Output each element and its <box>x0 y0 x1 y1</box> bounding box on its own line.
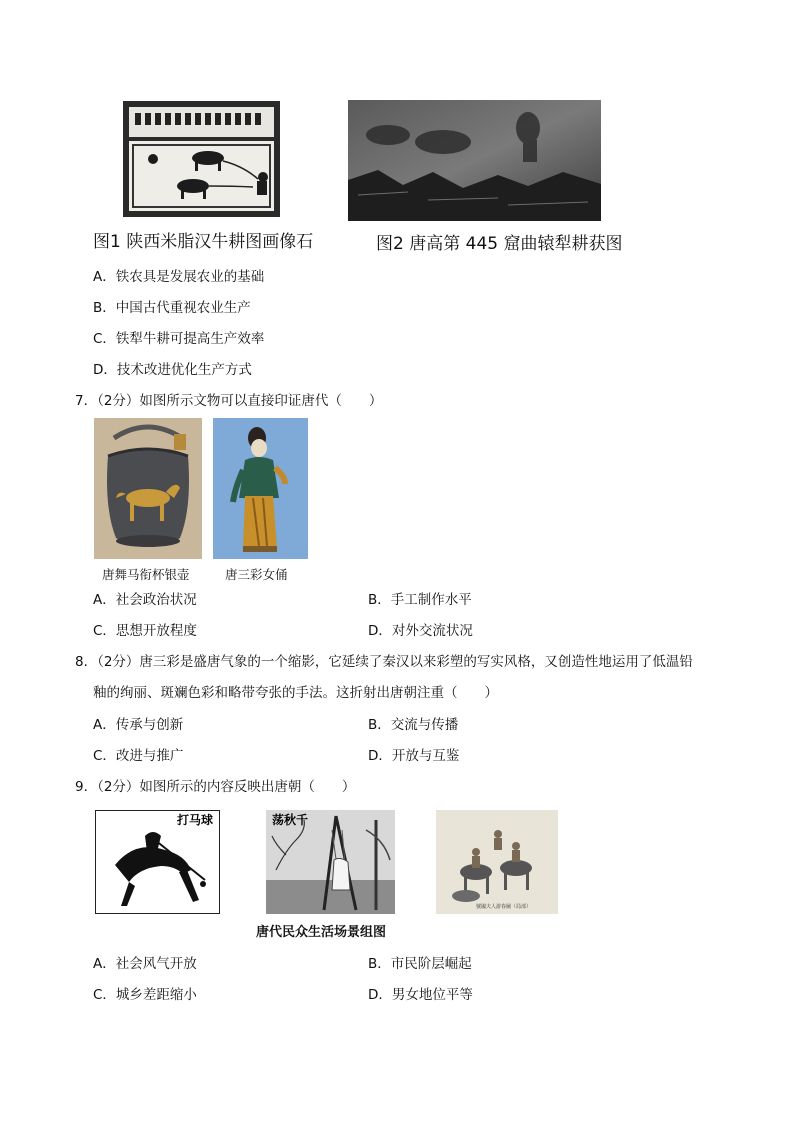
q8-stem-line-1: 8．（2分）唐三彩是盛唐气象的一个缩影，它延续了秦汉以来彩塑的写实风格，又创造性地运用了低温铅 <box>75 654 693 670</box>
q7-stem: 7．（2分）如图所示文物可以直接印证唐代（ ） <box>75 393 383 409</box>
silver-pot-caption: 唐舞马衔杯银壶 <box>102 567 190 582</box>
figure-1-caption: 图1 陕西米脂汉牛耕图画像石 <box>93 232 314 252</box>
q8-stem-line-2: 釉的绚丽、斑斓色彩和略带夸张的手法。这折射出唐朝注重（ ） <box>93 685 498 701</box>
figure-2-caption: 图2 唐高第 445 窟曲辕犁耕获图 <box>376 234 623 254</box>
q8-option-c[interactable]: C．改进与推广 <box>93 748 184 764</box>
q7-option-b[interactable]: B．手工制作水平 <box>368 592 472 608</box>
q8-option-b[interactable]: B．交流与传播 <box>368 717 459 733</box>
swing-image <box>266 810 395 914</box>
q6-option-a[interactable]: A．铁农具是发展农业的基础 <box>93 269 265 285</box>
spring-outing-painting-image <box>436 810 558 914</box>
figurine-caption: 唐三彩女俑 <box>225 567 288 582</box>
tang-curved-plow-mural-image <box>348 100 601 221</box>
q6-option-c[interactable]: C．铁犁牛耕可提高生产效率 <box>93 331 265 347</box>
q9-group-caption: 唐代民众生活场景组图 <box>256 925 387 940</box>
q7-option-a[interactable]: A．社会政治状况 <box>93 592 197 608</box>
q6-option-d[interactable]: D．技术改进优化生产方式 <box>93 362 252 378</box>
tang-sancai-female-figurine-image <box>213 418 308 559</box>
q6-option-b[interactable]: B．中国古代重视农业生产 <box>93 300 251 316</box>
polo-label: 打马球 <box>177 813 214 827</box>
painting-title-text: 號國夫人游春圖（局部） <box>476 904 532 910</box>
q8-option-d[interactable]: D．开放与互鉴 <box>368 748 460 764</box>
q7-option-d[interactable]: D．对外交流状况 <box>368 623 473 639</box>
q9-option-c[interactable]: C．城乡差距缩小 <box>93 987 197 1003</box>
silver-pot-image <box>94 418 202 559</box>
q9-option-b[interactable]: B．市民阶层崛起 <box>368 956 472 972</box>
han-ox-plowing-stone-image <box>123 101 280 217</box>
polo-image <box>95 810 220 914</box>
q8-option-a[interactable]: A．传承与创新 <box>93 717 184 733</box>
swing-label: 荡秋千 <box>272 813 309 827</box>
q9-option-a[interactable]: A．社会风气开放 <box>93 956 197 972</box>
q9-option-d[interactable]: D．男女地位平等 <box>368 987 473 1003</box>
q9-stem: 9．（2分）如图所示的内容反映出唐朝（ ） <box>75 779 356 795</box>
q7-option-c[interactable]: C．思想开放程度 <box>93 623 197 639</box>
